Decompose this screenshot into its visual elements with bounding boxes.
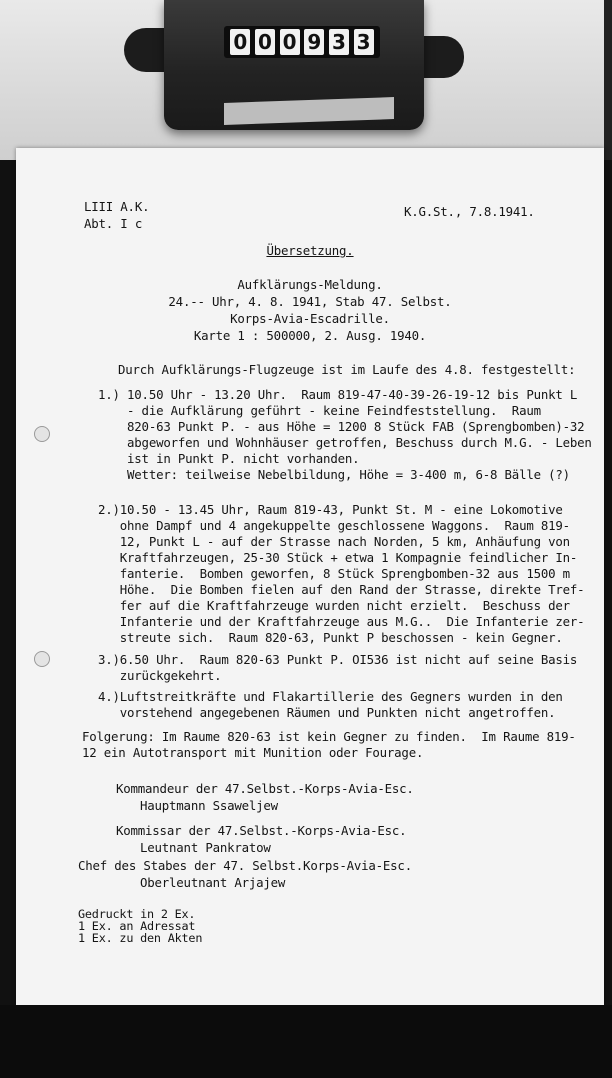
signature-role: Kommissar der 47.Selbst.-Korps-Avia-Esc. bbox=[116, 823, 407, 838]
conclusion-line: 12 ein Autotransport mit Munition oder Fourage. bbox=[82, 745, 424, 760]
dark-edge bbox=[604, 0, 612, 160]
document-page bbox=[16, 148, 604, 1005]
counter-digit: 3 bbox=[354, 29, 374, 55]
signature-role: Chef des Stabes der 47. Selbst.Korps-Avia-Esc. bbox=[78, 858, 412, 873]
report-line: 2.)10.50 - 13.45 Uhr, Raum 819-43, Punkt St. M - eine Lokomotive bbox=[98, 502, 563, 517]
report-line: fanterie. Bomben geworfen, 8 Stück Sprengbomben-32 aus 1500 m bbox=[98, 566, 570, 581]
punch-hole bbox=[34, 651, 50, 667]
report-map: Karte 1 : 500000, 2. Ausg. 1940. bbox=[193, 328, 427, 343]
punch-hole bbox=[34, 426, 50, 442]
report-line: 4.)Luftstreitkräfte und Flakartillerie des Gegners wurden in den bbox=[98, 689, 563, 704]
report-line: ohne Dampf und 4 angekuppelte geschlossene Waggons. Raum 819- bbox=[98, 518, 570, 533]
report-line: Kraftfahrzeugen, 25-30 Stück + etwa 1 Kompagnie feindlicher In- bbox=[98, 550, 578, 565]
department: Abt. I c bbox=[84, 216, 143, 231]
document-title: Übersetzung. bbox=[266, 243, 354, 258]
report-line: vorstehend angegebenen Räumen und Punkten nicht angetroffen. bbox=[98, 705, 556, 720]
counter-digit: 9 bbox=[304, 29, 324, 55]
report-line: 1.) 10.50 Uhr - 13.20 Uhr. Raum 819-47-40-39-26-19-12 bis Punkt L bbox=[98, 387, 578, 402]
report-line: 3.)6.50 Uhr. Raum 820-63 Punkt P. OI536 ist nicht auf seine Basis bbox=[98, 652, 578, 667]
report-line: ist in Punkt P. nicht vorhanden. bbox=[98, 451, 360, 466]
report-unit: Korps-Avia-Escadrille. bbox=[230, 311, 390, 326]
report-line: fer auf die Kraftfahrzeuge wurden nicht erzielt. Beschuss der bbox=[98, 598, 570, 613]
frame-counter-device bbox=[124, 0, 464, 140]
report-line: streute sich. Raum 820-63, Punkt P beschossen - kein Gegner. bbox=[98, 630, 563, 645]
unit-designation: LIII A.K. bbox=[84, 199, 150, 214]
report-line: Wetter: teilweise Nebelbildung, Höhe = 3-400 m, 6-8 Bälle (?) bbox=[98, 467, 570, 482]
counter-digit: 0 bbox=[230, 29, 250, 55]
photo-background-top bbox=[0, 0, 612, 160]
signature-name: Hauptmann Ssaweljew bbox=[140, 798, 278, 813]
distribution-line: 1 Ex. zu den Akten bbox=[78, 931, 203, 945]
intro-line: Durch Aufklärungs-Flugzeuge ist im Laufe des 4.8. festgestellt: bbox=[118, 362, 576, 377]
counter-digit: 0 bbox=[280, 29, 300, 55]
place-date: K.G.St., 7.8.1941. bbox=[404, 204, 535, 219]
counter-digit: 3 bbox=[329, 29, 349, 55]
conclusion-line: Folgerung: Im Raume 820-63 ist kein Gegner zu finden. Im Raume 819- bbox=[82, 729, 576, 744]
report-line: abgeworfen und Wohnhäuser getroffen, Beschuss durch M.G. - Leben bbox=[98, 435, 592, 450]
report-time-unit: 24.-- Uhr, 4. 8. 1941, Stab 47. Selbst. bbox=[168, 294, 452, 309]
report-line: 12, Punkt L - auf der Strasse nach Norden, 5 km, Anhäufung von bbox=[98, 534, 570, 549]
report-line: zurückgekehrt. bbox=[98, 668, 222, 683]
distribution-line: Gedruckt in 2 Ex. bbox=[78, 907, 196, 921]
signature-name: Leutnant Pankratow bbox=[140, 840, 271, 855]
counter-window bbox=[224, 26, 380, 58]
counter-digit: 0 bbox=[255, 29, 275, 55]
report-heading: Aufklärungs-Meldung. bbox=[237, 277, 383, 292]
signature-role: Kommandeur der 47.Selbst.-Korps-Avia-Esc. bbox=[116, 781, 414, 796]
report-line: - die Aufklärung geführt - keine Feindfeststellung. Raum bbox=[98, 403, 541, 418]
report-line: Infanterie und der Kraftfahrzeuge aus M.G.. Die Infanterie zer- bbox=[98, 614, 585, 629]
distribution-line: 1 Ex. an Adressat bbox=[78, 919, 196, 933]
signature-name: Oberleutnant Arjajew bbox=[140, 875, 286, 890]
report-line: 820-63 Punkt P. - aus Höhe = 1200 8 Stück FAB (Sprengbomben)-32 bbox=[98, 419, 585, 434]
photo-background-bottom bbox=[0, 1005, 612, 1078]
report-line: Höhe. Die Bomben fielen auf den Rand der Strasse, direkte Tref- bbox=[98, 582, 585, 597]
